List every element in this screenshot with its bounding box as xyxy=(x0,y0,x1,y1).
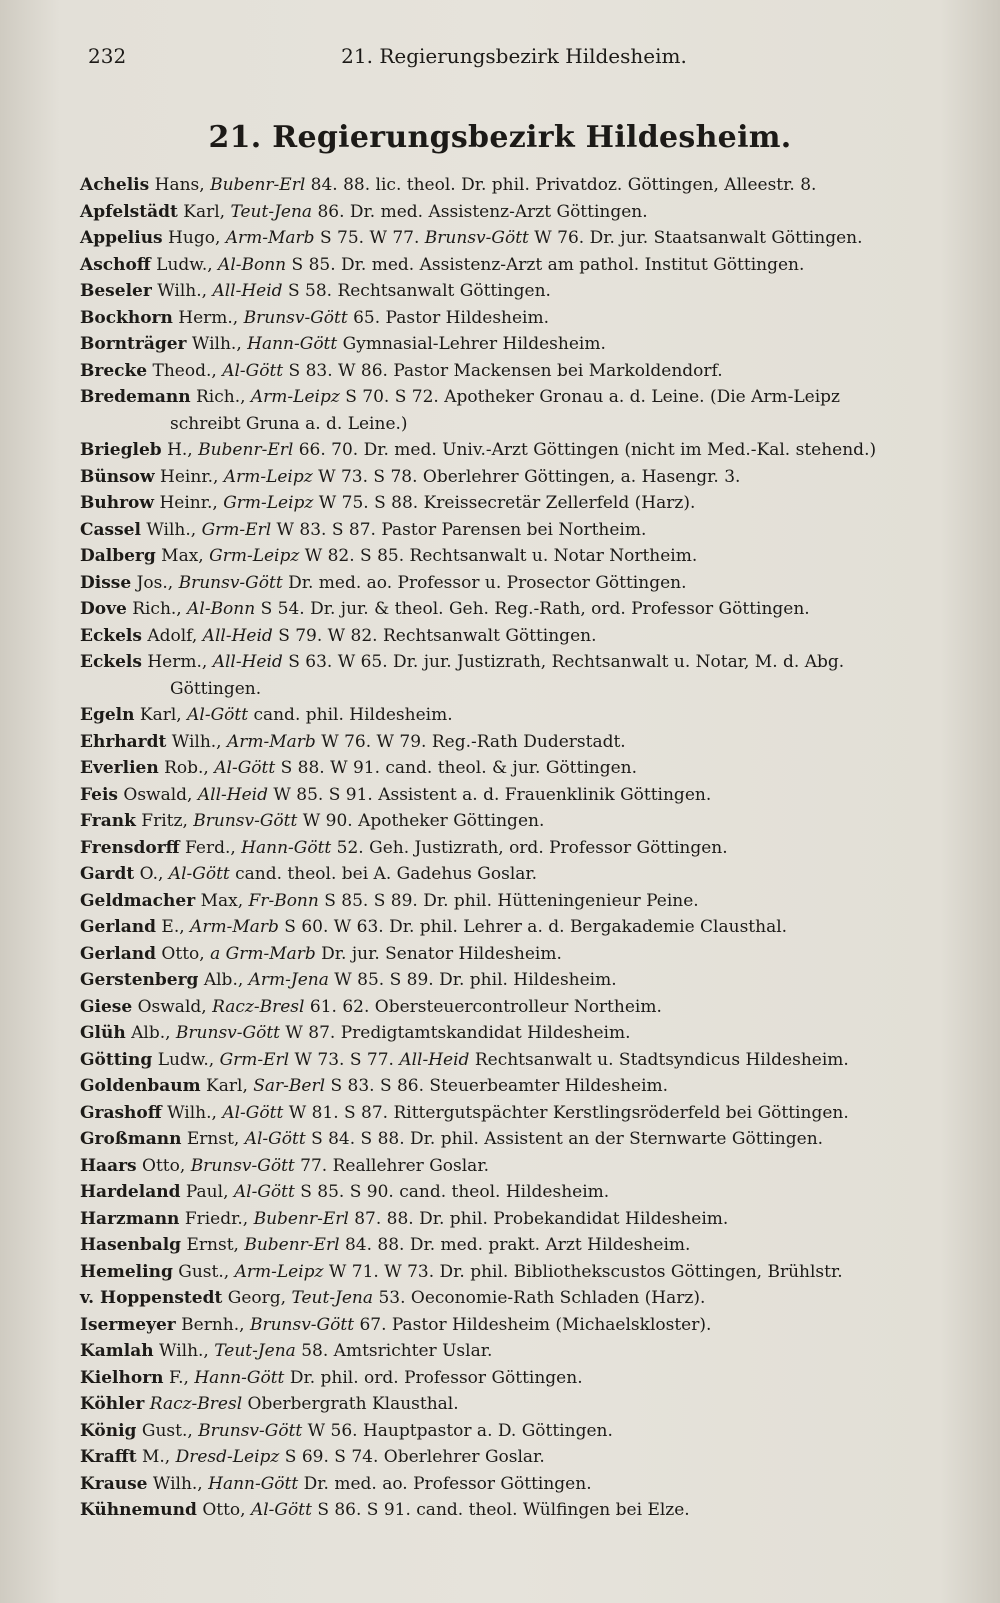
entry-details: 86. Dr. med. Assistenz-Arzt Göttingen. xyxy=(317,201,648,222)
entry-club: Brunsv-Gött xyxy=(193,811,298,831)
entry-forename: O., xyxy=(139,864,164,884)
entry-club: Teut-Jena xyxy=(214,1341,296,1361)
entry-forename: Jos., xyxy=(136,572,174,593)
entry-club: Al-Gött xyxy=(214,758,276,778)
entry-club: All-Heid xyxy=(202,625,273,646)
entry-surname: Götting xyxy=(80,1049,153,1070)
entry-details: S 63. W 65. Dr. jur. Justizrath, Rechtsanwalt u. Notar, M. d. Abg. xyxy=(288,652,845,672)
entry-forename: Ernst, xyxy=(186,1129,240,1149)
list-item xyxy=(80,490,945,517)
list-item xyxy=(80,1312,945,1339)
entry-club: Grm-Erl xyxy=(219,1049,290,1070)
page-header xyxy=(88,44,920,74)
list-item xyxy=(80,384,945,411)
entry-details: 58. Amtsrichter Uslar. xyxy=(301,1341,493,1361)
entry-surname: Krause xyxy=(80,1473,148,1494)
entry-club: Hann-Gött xyxy=(194,1367,285,1388)
entry-surname: Krafft xyxy=(80,1447,137,1467)
entry-forename: Friedr., xyxy=(184,1208,249,1229)
entry-surname: Eckels xyxy=(80,652,142,672)
entry-surname: Kamlah xyxy=(80,1341,154,1361)
entry-details: W 56. Hauptpastor a. D. Göttingen. xyxy=(307,1420,613,1441)
entry-forename: Ernst, xyxy=(186,1235,239,1255)
entry-surname: Geldmacher xyxy=(80,890,196,911)
entry-forename: Karl, xyxy=(139,705,182,725)
entry-forename: Bernh., xyxy=(181,1314,245,1335)
entry-club: Al-Gött xyxy=(168,864,230,884)
entry-forename: Rich., xyxy=(132,599,182,619)
entry-club: Brunsv-Gött xyxy=(190,1155,295,1176)
entry-surname: Appelius xyxy=(80,228,163,248)
entry-club: Arm-Leipz xyxy=(234,1261,324,1282)
page-number: 232 xyxy=(88,44,127,68)
list-item xyxy=(80,1285,945,1312)
entry-club: Al-Gött xyxy=(244,1129,306,1149)
entry-details: W 76. W 79. Reg.-Rath Duderstadt. xyxy=(321,731,626,752)
list-item xyxy=(80,252,945,279)
entry-club: All-Heid xyxy=(197,784,268,805)
entry-forename: Karl, xyxy=(183,201,226,222)
entry-details: W 75. S 88. Kreissecretär Zellerfeld (Harz). xyxy=(318,493,696,513)
entry-forename: Heinr., xyxy=(160,466,219,487)
entry-surname: Hemeling xyxy=(80,1261,173,1282)
list-item xyxy=(80,331,945,358)
entry-details: S 83. S 86. Steuerbeamter Hildesheim. xyxy=(330,1076,669,1096)
entry-details: W 83. S 87. Pastor Parensen bei Northeim. xyxy=(276,519,647,540)
entry-details: S 85. S 89. Dr. phil. Hütteningenieur Peine. xyxy=(324,890,699,911)
entry-details: W 73. S 78. Oberlehrer Göttingen, a. Hasengr. 3. xyxy=(318,466,741,487)
entry-club: Arm-Marb xyxy=(225,228,315,248)
entry-surname: Köhler xyxy=(80,1394,145,1414)
entry-forename: Karl, xyxy=(206,1076,248,1096)
entry-club: Bubenr-Erl xyxy=(198,440,294,460)
list-item xyxy=(80,888,945,915)
entry-forename: Theod., xyxy=(152,360,217,381)
entry-club: Arm-Leipz xyxy=(223,466,313,487)
entry-details: W 73. S 77. xyxy=(294,1049,394,1070)
entry-details: 53. Oeconomie-Rath Schladen (Harz). xyxy=(378,1288,706,1308)
entry-details: 65. Pastor Hildesheim. xyxy=(353,307,550,328)
entry-forename: Max, xyxy=(200,890,244,911)
list-item xyxy=(80,517,945,544)
entry-surname: Kielhorn xyxy=(80,1367,164,1388)
entry-surname: Briegleb xyxy=(80,440,162,460)
entry-surname: Haars xyxy=(80,1155,137,1176)
entry-surname: Harzmann xyxy=(80,1208,180,1229)
entry-forename: Wilh., xyxy=(171,731,222,752)
entry-surname: Ehrhardt xyxy=(80,731,167,752)
entry-details: Oberbergrath Klausthal. xyxy=(247,1394,459,1414)
list-item xyxy=(80,464,945,491)
entry-details: 84. 88. Dr. med. prakt. Arzt Hildesheim. xyxy=(344,1235,691,1255)
entry-details: W 87. Predigtamtskandidat Hildesheim. xyxy=(285,1023,631,1043)
list-item xyxy=(80,1365,945,1392)
entry-club: Brunsv-Gött xyxy=(249,1314,355,1335)
entry-club: Brunsv-Gött xyxy=(243,307,348,328)
list-item xyxy=(80,1391,945,1418)
entry-forename: Rob., xyxy=(164,758,209,778)
entry-club: Grm-Erl xyxy=(201,519,272,540)
entry-club: All-Heid xyxy=(212,652,283,672)
list-item xyxy=(80,808,945,835)
entry-club: Grm-Leipz xyxy=(209,546,300,566)
entry-surname: Hasenbalg xyxy=(80,1235,182,1255)
list-item xyxy=(80,596,945,623)
entry-forename: F., xyxy=(168,1367,189,1388)
list-item xyxy=(80,1179,945,1206)
list-item xyxy=(80,1497,945,1524)
list-item xyxy=(80,835,945,862)
entry-surname: Bornträger xyxy=(80,334,187,354)
entry-club: Al-Gött xyxy=(233,1182,295,1202)
entry-surname: Giese xyxy=(80,996,133,1017)
list-item xyxy=(80,437,945,464)
list-item xyxy=(80,1020,945,1047)
entry-details: Rechtsanwalt u. Stadtsyndicus Hildesheim. xyxy=(474,1049,849,1070)
entry-surname: Frensdorff xyxy=(80,837,180,858)
list-item xyxy=(80,225,945,252)
entry-surname: Feis xyxy=(80,784,118,805)
entry-forename: Wilh., xyxy=(167,1102,217,1123)
entry-details: S 88. W 91. cand. theol. & jur. Göttingen. xyxy=(280,758,637,778)
entry-details: S 85. Dr. med. Assistenz-Arzt am pathol. Institut Göttingen. xyxy=(291,254,805,275)
entry-club: Arm-Marb xyxy=(226,731,316,752)
list-item xyxy=(80,994,945,1021)
entry-details: S 86. S 91. cand. theol. Wülfingen bei Elze. xyxy=(317,1500,690,1520)
entry-details: 52. Geh. Justizrath, ord. Professor Göttingen. xyxy=(336,837,728,858)
entry-surname: Egeln xyxy=(80,705,135,725)
entry-details: S 83. W 86. Pastor Mackensen bei Markoldendorf. xyxy=(288,360,723,381)
entry-forename: Ludw., xyxy=(156,254,213,275)
entry-forename: Ludw., xyxy=(157,1049,215,1070)
entry-surname: Beseler xyxy=(80,281,152,301)
entry-club: Racz-Bresl xyxy=(149,1394,243,1414)
entry-details: W 76. Dr. jur. Staatsanwalt Göttingen. xyxy=(534,228,863,248)
entry-details: S 85. S 90. cand. theol. Hildesheim. xyxy=(300,1182,610,1202)
entry-surname: Gerland xyxy=(80,917,157,937)
entry-club: Sar-Berl xyxy=(253,1076,326,1096)
list-item xyxy=(80,729,945,756)
entry-surname: Gerland xyxy=(80,943,157,964)
entry-details: 87. 88. Dr. phil. Probekandidat Hildesheim. xyxy=(354,1208,729,1229)
entry-details: S 54. Dr. jur. & theol. Geh. Reg.-Rath, ord. Professor Göttingen. xyxy=(260,599,810,619)
entry-surname: Everlien xyxy=(80,758,159,778)
entry-continuation: Göttingen. xyxy=(170,678,262,699)
entry-club: All-Heid xyxy=(212,281,283,301)
entry-club: a Grm-Marb xyxy=(210,943,316,964)
entry-club: Hann-Gött xyxy=(208,1473,299,1494)
entry-club: Arm-Marb xyxy=(190,917,279,937)
entry-surname: Gerstenberg xyxy=(80,970,199,990)
list-item xyxy=(80,543,945,570)
entry-club: Bubenr-Erl xyxy=(253,1208,349,1229)
list-item xyxy=(80,358,945,385)
entry-details: S 79. W 82. Rechtsanwalt Göttingen. xyxy=(278,625,597,646)
entry-details: Gymnasial-Lehrer Hildesheim. xyxy=(342,334,606,354)
entry-surname: Disse xyxy=(80,572,132,593)
entry-club: Al-Bonn xyxy=(218,254,287,275)
entry-forename: Wilh., xyxy=(159,1341,209,1361)
entry-forename: Georg, xyxy=(227,1288,287,1308)
entry-details: Dr. phil. ord. Professor Göttingen. xyxy=(289,1367,583,1388)
entry-forename: Hans, xyxy=(154,175,205,195)
entry-club: All-Heid xyxy=(399,1049,470,1070)
entry-club: Al-Gött xyxy=(187,705,249,725)
entry-surname: Buhrow xyxy=(80,493,155,513)
entry-details: S 84. S 88. Dr. phil. Assistent an der Sternwarte Göttingen. xyxy=(311,1129,824,1149)
list-item xyxy=(80,1338,945,1365)
list-item xyxy=(80,755,945,782)
entry-surname: Großmann xyxy=(80,1129,182,1149)
entry-details: W 81. S 87. Rittergutspächter Kerstlingsröderfeld bei Göttingen. xyxy=(288,1102,849,1123)
entry-details: 77. Reallehrer Goslar. xyxy=(300,1155,489,1176)
entry-forename: Herm., xyxy=(147,652,208,672)
entry-club: Teut-Jena xyxy=(291,1288,374,1308)
entry-continuation: schreibt Gruna a. d. Leine.) xyxy=(170,413,408,434)
list-item xyxy=(80,676,945,703)
entry-club: Teut-Jena xyxy=(230,201,313,222)
entry-forename: Gust., xyxy=(178,1261,230,1282)
entry-club: Fr-Bonn xyxy=(248,890,319,911)
entry-club: Arm-Leipz xyxy=(250,387,340,407)
entry-surname: König xyxy=(80,1420,137,1441)
entry-details: S 69. S 74. Oberlehrer Goslar. xyxy=(284,1447,545,1467)
entry-club: Al-Gött xyxy=(222,360,284,381)
list-item xyxy=(80,1418,945,1445)
entry-surname: Brecke xyxy=(80,360,148,381)
entry-forename: Alb., xyxy=(131,1023,171,1043)
entry-forename: Alb., xyxy=(203,970,244,990)
entry-details: Dr. med. ao. Professor u. Prosector Göttingen. xyxy=(288,572,687,593)
list-item xyxy=(80,967,945,994)
entry-details: 67. Pastor Hildesheim (Michaelskloster). xyxy=(359,1314,712,1335)
entry-forename: Rich., xyxy=(195,387,246,407)
entry-club: Brunsv-Gött xyxy=(424,228,529,248)
entry-forename: Gust., xyxy=(141,1420,193,1441)
list-item xyxy=(80,1206,945,1233)
entry-details: S 70. S 72. Apotheker Gronau a. d. Leine. (Die Arm-Leipz xyxy=(345,387,840,407)
list-item xyxy=(80,1444,945,1471)
list-item xyxy=(80,914,945,941)
list-item xyxy=(80,199,945,226)
entry-surname: Hardeland xyxy=(80,1182,181,1202)
entry-list xyxy=(80,172,945,1524)
entry-surname: Eckels xyxy=(80,625,142,646)
entry-forename: Wilh., xyxy=(157,281,208,301)
entry-details: S 58. Rechtsanwalt Göttingen. xyxy=(287,281,551,301)
entry-club: Al-Gött xyxy=(250,1500,312,1520)
list-item xyxy=(80,1073,945,1100)
entry-club: Hann-Gött xyxy=(247,334,338,354)
entry-surname: Dove xyxy=(80,599,127,619)
entry-forename: Otto, xyxy=(161,943,205,964)
list-item xyxy=(80,702,945,729)
entry-forename: M., xyxy=(141,1447,171,1467)
list-item xyxy=(80,278,945,305)
list-item xyxy=(80,1126,945,1153)
entry-forename: Otto, xyxy=(202,1500,246,1520)
entry-forename: Herm., xyxy=(178,307,239,328)
entry-club: Hann-Gött xyxy=(241,837,332,858)
entry-surname: v. Hoppenstedt xyxy=(80,1288,223,1308)
list-item xyxy=(80,1047,945,1074)
entry-details: cand. phil. Hildesheim. xyxy=(253,705,453,725)
entry-club: Brunsv-Gött xyxy=(175,1023,280,1043)
entry-forename: Wilh., xyxy=(152,1473,203,1494)
entry-club: Dresd-Leipz xyxy=(175,1447,280,1467)
entry-surname: Aschoff xyxy=(80,254,151,275)
entry-surname: Bredemann xyxy=(80,387,191,407)
entry-details: W 85. S 89. Dr. phil. Hildesheim. xyxy=(334,970,617,990)
entry-club: Brunsv-Gött xyxy=(178,572,283,593)
list-item xyxy=(80,305,945,332)
entry-details: 61. 62. Obersteuercontrolleur Northeim. xyxy=(309,996,662,1017)
entry-details: S 75. W 77. xyxy=(319,228,420,248)
entry-details: W 82. S 85. Rechtsanwalt u. Notar Northeim. xyxy=(304,546,698,566)
entry-forename: Heinr., xyxy=(159,493,218,513)
section-title: 21. Regierungsbezirk Hildesheim. xyxy=(208,120,792,155)
entry-club: Al-Bonn xyxy=(187,599,256,619)
entry-details: W 85. S 91. Assistent a. d. Frauenklinik Göttingen. xyxy=(273,784,712,805)
entry-surname: Achelis xyxy=(80,175,150,195)
entry-surname: Cassel xyxy=(80,519,141,540)
list-item xyxy=(80,782,945,809)
running-title: 21. Regierungsbezirk Hildesheim. xyxy=(341,44,687,68)
entry-details: W 90. Apotheker Göttingen. xyxy=(302,811,545,831)
entry-details: Dr. med. ao. Professor Göttingen. xyxy=(303,1473,592,1494)
entry-forename: E., xyxy=(161,917,185,937)
entry-forename: Wilh., xyxy=(191,334,242,354)
entry-surname: Goldenbaum xyxy=(80,1076,201,1096)
entry-forename: Wilh., xyxy=(146,519,197,540)
entry-details: W 71. W 73. Dr. phil. Bibliothekscustos Göttingen, Brühlstr. xyxy=(328,1261,843,1282)
entry-surname: Frank xyxy=(80,811,136,831)
list-item xyxy=(80,649,945,676)
entry-club: Brunsv-Gött xyxy=(198,1420,303,1441)
list-item xyxy=(80,861,945,888)
entry-details: 66. 70. Dr. med. Univ.-Arzt Göttingen (nicht im Med.-Kal. stehend.) xyxy=(298,440,877,460)
entry-club: Bubenr-Erl xyxy=(244,1235,340,1255)
list-item xyxy=(80,941,945,968)
entry-surname: Grashoff xyxy=(80,1102,162,1123)
list-item xyxy=(80,1100,945,1127)
entry-details: 84. 88. lic. theol. Dr. phil. Privatdoz. Göttingen, Alleestr. 8. xyxy=(310,175,817,195)
entry-details: S 60. W 63. Dr. phil. Lehrer a. d. Bergakademie Clausthal. xyxy=(284,917,788,937)
entry-forename: Paul, xyxy=(185,1182,229,1202)
entry-forename: Max, xyxy=(161,546,204,566)
entry-surname: Gardt xyxy=(80,864,135,884)
entry-details: Dr. jur. Senator Hildesheim. xyxy=(321,943,562,964)
list-item xyxy=(80,570,945,597)
entry-club: Bubenr-Erl xyxy=(210,175,306,195)
list-item xyxy=(80,1471,945,1498)
entry-forename: Oswald, xyxy=(137,996,207,1017)
entry-surname: Dalberg xyxy=(80,546,156,566)
entry-surname: Apfelstädt xyxy=(80,201,178,222)
entry-forename: Adolf, xyxy=(147,625,198,646)
entry-surname: Bockhorn xyxy=(80,307,173,328)
entry-club: Racz-Bresl xyxy=(212,996,305,1017)
entry-surname: Bünsow xyxy=(80,466,155,487)
entry-surname: Kühnemund xyxy=(80,1500,197,1520)
entry-club: Grm-Leipz xyxy=(223,493,314,513)
entry-forename: Otto, xyxy=(142,1155,186,1176)
entry-club: Arm-Jena xyxy=(248,970,329,990)
entry-details: cand. theol. bei A. Gadehus Goslar. xyxy=(235,864,538,884)
entry-club: Al-Gött xyxy=(222,1102,284,1123)
list-item xyxy=(80,411,945,438)
entry-forename: Hugo, xyxy=(168,228,221,248)
list-item xyxy=(80,172,945,199)
list-item xyxy=(80,1153,945,1180)
entry-surname: Isermeyer xyxy=(80,1314,176,1335)
entry-forename: H., xyxy=(167,440,193,460)
entry-surname: Glüh xyxy=(80,1023,126,1043)
entry-forename: Fritz, xyxy=(141,811,188,831)
entry-forename: Ferd., xyxy=(185,837,236,858)
list-item xyxy=(80,1232,945,1259)
list-item xyxy=(80,1259,945,1286)
list-item xyxy=(80,623,945,650)
entry-forename: Oswald, xyxy=(123,784,193,805)
